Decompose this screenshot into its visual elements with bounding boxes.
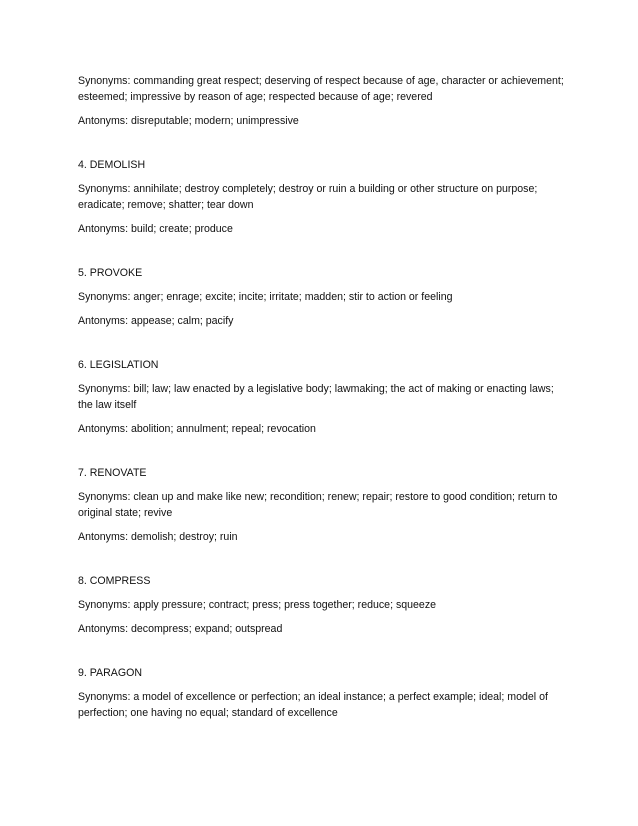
entry-title: 4. DEMOLISH	[78, 159, 146, 171]
entry-synonyms: Synonyms: a model of excellence or perfection; an ideal instance; a perfect example; ideal; model of perfection; one having no equal; standard of excellence	[78, 691, 548, 719]
intro-synonyms: Synonyms: commanding great respect; deserving of respect because of age, character or achievement; esteemed; impressive by reason of age; respected because of age; revered	[78, 75, 564, 103]
entry-title: 7. RENOVATE	[78, 467, 147, 479]
entry-title: 6. LEGISLATION	[78, 359, 159, 371]
entry-antonyms: Antonyms: demolish; destroy; ruin	[78, 531, 238, 543]
entry-synonyms: Synonyms: clean up and make like new; recondition; renew; repair; restore to good condition; return to original state; revive	[78, 491, 558, 519]
entry-legislation	[78, 357, 568, 437]
entry-demolish	[78, 157, 568, 237]
entry-compress	[78, 573, 568, 637]
entry-title: 5. PROVOKE	[78, 267, 143, 279]
entry-title: 8. COMPRESS	[78, 575, 151, 587]
entry-synonyms: Synonyms: annihilate; destroy completely; destroy or ruin a building or other structure on purpose; eradicate; remove; shatter; tear down	[78, 183, 538, 211]
entry-paragon	[78, 665, 568, 721]
entry-antonyms: Antonyms: build; create; produce	[78, 223, 233, 235]
intro-entry	[78, 73, 568, 129]
entry-synonyms: Synonyms: apply pressure; contract; press; press together; reduce; squeeze	[78, 599, 437, 611]
entry-synonyms: Synonyms: bill; law; law enacted by a legislative body; lawmaking; the act of making or enacting laws; the law itself	[78, 383, 554, 411]
entry-antonyms: Antonyms: abolition; annulment; repeal; revocation	[78, 423, 316, 435]
document-content	[78, 73, 568, 729]
entry-provoke	[78, 265, 568, 329]
intro-antonyms: Antonyms: disreputable; modern; unimpressive	[78, 115, 299, 127]
entry-synonyms: Synonyms: anger; enrage; excite; incite; irritate; madden; stir to action or feeling	[78, 291, 453, 303]
entry-antonyms: Antonyms: appease; calm; pacify	[78, 315, 234, 327]
entry-title: 9. PARAGON	[78, 667, 142, 679]
entry-renovate	[78, 465, 568, 545]
entry-antonyms: Antonyms: decompress; expand; outspread	[78, 623, 283, 635]
